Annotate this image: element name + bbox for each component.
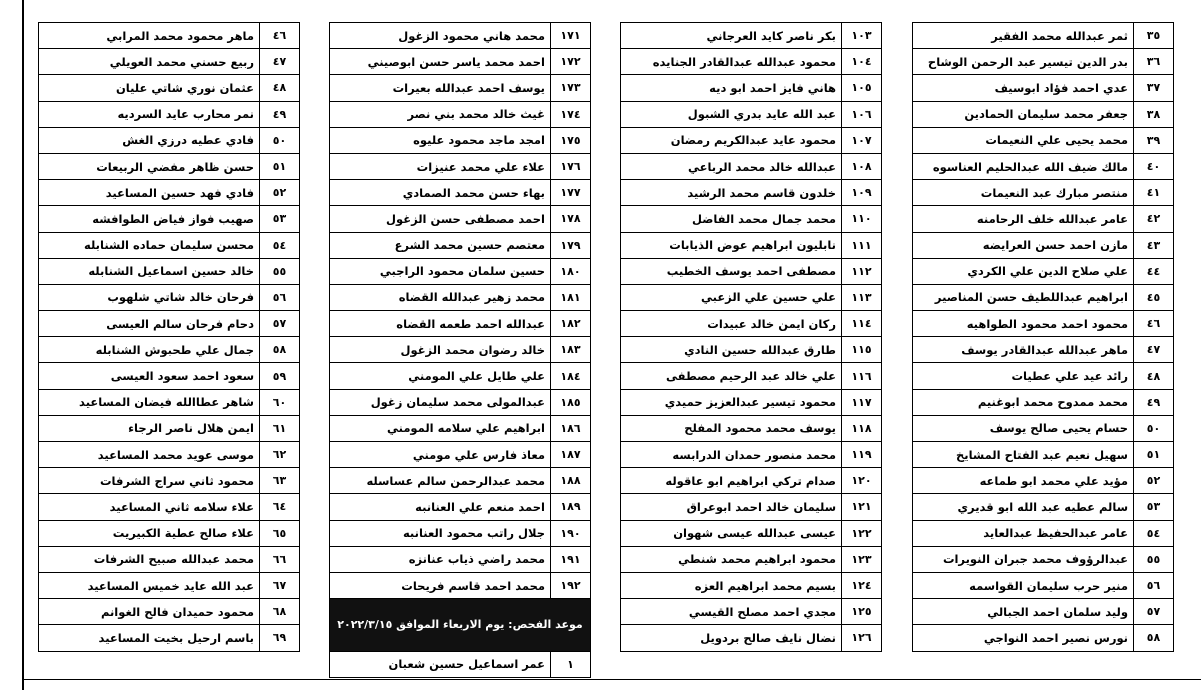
- row-number: ٥٨: [260, 337, 300, 363]
- person-name: فادي عطيه درزي الغش: [39, 127, 260, 153]
- person-name: يوسف محمد محمود المفلح: [621, 415, 842, 441]
- table-row: [330, 284, 591, 310]
- person-name: مالك ضيف الله عبدالحليم العناسوه: [913, 153, 1134, 179]
- table-row: [39, 546, 300, 572]
- row-number: ١٨٨: [551, 468, 591, 494]
- person-name: نمر محارب عايد السرديه: [39, 101, 260, 127]
- row-number: ٣٥: [1134, 23, 1174, 49]
- table-row: [621, 625, 882, 651]
- row-number: ١٩١: [551, 546, 591, 572]
- table-row: [330, 153, 591, 179]
- row-number: ٥٤: [260, 232, 300, 258]
- person-name: مازن احمد حسن العرايضه: [913, 232, 1134, 258]
- person-name: عبد الله عايد بدري الشبول: [621, 101, 842, 127]
- row-number: ١٧٨: [551, 206, 591, 232]
- row-number: ١١١: [842, 232, 882, 258]
- person-name: عامر عبدالله خلف الرحامنه: [913, 206, 1134, 232]
- person-name: محمد عبدالرحمن سالم عساسله: [330, 468, 551, 494]
- table-row: [621, 337, 882, 363]
- row-number: ٥٢: [1134, 468, 1174, 494]
- table-row: [39, 258, 300, 284]
- row-number: ٥٥: [260, 258, 300, 284]
- row-number: ٤٧: [1134, 337, 1174, 363]
- person-name: فرحان خالد شاتي شلهوب: [39, 284, 260, 310]
- person-name: بسيم محمد ابراهيم العزه: [621, 572, 842, 598]
- person-name: ابراهيم عبداللطيف حسن المناصير: [913, 284, 1134, 310]
- person-name: محمود حميدان فالح الغوانم: [39, 599, 260, 625]
- names-column-2: [620, 22, 882, 652]
- table-row: [621, 494, 882, 520]
- row-number: ٥٧: [260, 311, 300, 337]
- row-number: ٣٩: [1134, 127, 1174, 153]
- person-name: حسن ظاهر مفضي الربيعات: [39, 153, 260, 179]
- table-row: [621, 415, 882, 441]
- table-row: [39, 153, 300, 179]
- person-name: عمر اسماعيل حسين شعبان: [330, 651, 551, 677]
- table-row: [330, 415, 591, 441]
- table-row: [39, 363, 300, 389]
- person-name: محمد زهير عبدالله القضاه: [330, 284, 551, 310]
- table-row: [330, 337, 591, 363]
- table-row: [913, 23, 1174, 49]
- table-row: [913, 599, 1174, 625]
- table-row: [39, 75, 300, 101]
- row-number: ١٠٥: [842, 75, 882, 101]
- row-number: ١٠٧: [842, 127, 882, 153]
- row-number: ٤٥: [1134, 284, 1174, 310]
- row-number: ١٠٤: [842, 49, 882, 75]
- table-row: [621, 258, 882, 284]
- row-number: ٥١: [260, 153, 300, 179]
- person-name: سهيل نعيم عبد الفتاح المشايخ: [913, 442, 1134, 468]
- row-number: ١١٩: [842, 442, 882, 468]
- row-number: ١٨٦: [551, 415, 591, 441]
- person-name: علي خالد عبد الرحيم مصطفى: [621, 363, 842, 389]
- row-number: ١٢٠: [842, 468, 882, 494]
- row-number: ٥٦: [1134, 572, 1174, 598]
- row-number: ٣٧: [1134, 75, 1174, 101]
- table-row: [39, 415, 300, 441]
- table-row: [913, 625, 1174, 651]
- table-row: [621, 180, 882, 206]
- names-table-3: [329, 22, 591, 678]
- table-row: [330, 572, 591, 598]
- row-number: ٥١: [1134, 442, 1174, 468]
- person-name: معتصم حسين محمد الشرع: [330, 232, 551, 258]
- person-name: محمود ابراهيم محمد شنطي: [621, 546, 842, 572]
- table-row: [913, 389, 1174, 415]
- person-name: محمد راضي ذياب عنانزه: [330, 546, 551, 572]
- table-row: [330, 23, 591, 49]
- row-number: ٥٧: [1134, 599, 1174, 625]
- table-row: [621, 206, 882, 232]
- table-row: [330, 311, 591, 337]
- person-name: مصطفى احمد يوسف الخطيب: [621, 258, 842, 284]
- table-row: [39, 468, 300, 494]
- row-number: ١٢٣: [842, 546, 882, 572]
- person-name: منتصر مبارك عبد النعيمات: [913, 180, 1134, 206]
- exam-date-text: موعد الفحص: يوم الاربعاء الموافق ٢٠٢٢/٣/١٥: [337, 617, 583, 631]
- person-name: هاني فايز احمد ابو ديه: [621, 75, 842, 101]
- table-row: [913, 442, 1174, 468]
- person-name: جعفر محمد سليمان الحمادين: [913, 101, 1134, 127]
- row-number: ١٧٤: [551, 101, 591, 127]
- table-row: [913, 232, 1174, 258]
- row-number: ٤٦: [1134, 311, 1174, 337]
- person-name: علاء علي محمد عنيزات: [330, 153, 551, 179]
- person-name: ايمن هلال ناصر الرجاء: [39, 415, 260, 441]
- table-row: [330, 49, 591, 75]
- table-row: [39, 389, 300, 415]
- person-name: جلال راتب محمود العنانبه: [330, 520, 551, 546]
- table-row: [39, 206, 300, 232]
- row-number: ٤٣: [1134, 232, 1174, 258]
- person-name: رائد عيد علي عطيات: [913, 363, 1134, 389]
- person-name: موسى عويد محمد المساعيد: [39, 442, 260, 468]
- table-row: [330, 442, 591, 468]
- table-row: [39, 572, 300, 598]
- table-row: [39, 311, 300, 337]
- row-number: ٤٩: [260, 101, 300, 127]
- row-number: ١٢٦: [842, 625, 882, 651]
- table-row: [39, 284, 300, 310]
- person-name: ماهر محمود محمد المرابي: [39, 23, 260, 49]
- person-name: محمود عايد عبدالكريم رمضان: [621, 127, 842, 153]
- table-row: [621, 468, 882, 494]
- row-number: ٦٨: [260, 599, 300, 625]
- person-name: عبد الله عايد خميس المساعيد: [39, 572, 260, 598]
- row-number: ٥٨: [1134, 625, 1174, 651]
- person-name: محمود ثاني سراج الشرفات: [39, 468, 260, 494]
- row-number: ٥٦: [260, 284, 300, 310]
- row-number: ١٧٢: [551, 49, 591, 75]
- table-row: [621, 520, 882, 546]
- exam-date-banner: [330, 599, 591, 651]
- table-row: [621, 311, 882, 337]
- row-number: ١٨٤: [551, 363, 591, 389]
- person-name: فادي فهد حسين المساعيد: [39, 180, 260, 206]
- row-number: ٥٣: [1134, 494, 1174, 520]
- row-number: ١٨٢: [551, 311, 591, 337]
- person-name: عدي احمد فؤاد ابوسيف: [913, 75, 1134, 101]
- row-number: ١٢٥: [842, 599, 882, 625]
- row-number: ١٢٤: [842, 572, 882, 598]
- table-row: [330, 389, 591, 415]
- row-number: ١٨٩: [551, 494, 591, 520]
- person-name: طارق عبدالله حسين النادي: [621, 337, 842, 363]
- table-row: [913, 311, 1174, 337]
- row-number: ٤٠: [1134, 153, 1174, 179]
- row-number: ١٧٧: [551, 180, 591, 206]
- table-row: [913, 127, 1174, 153]
- row-number: ١: [551, 651, 591, 677]
- table-row: [39, 23, 300, 49]
- person-name: امجد ماجد محمود عليوه: [330, 127, 551, 153]
- table-row: [330, 127, 591, 153]
- table-row: [621, 153, 882, 179]
- row-number: ٤٤: [1134, 258, 1174, 284]
- person-name: نابليون ابراهيم عوض الذيابات: [621, 232, 842, 258]
- row-number: ٥٥: [1134, 546, 1174, 572]
- person-name: احمد مصطفى حسن الزغول: [330, 206, 551, 232]
- person-name: محمد منصور حمدان الدرابسه: [621, 442, 842, 468]
- names-table-2: [620, 22, 882, 652]
- row-number: ٤٢: [1134, 206, 1174, 232]
- table-row: [621, 49, 882, 75]
- person-name: محمود تيسير عبدالعزيز حميدي: [621, 389, 842, 415]
- table-row: [621, 389, 882, 415]
- row-number: ٦٩: [260, 625, 300, 651]
- row-number: ٥٠: [1134, 415, 1174, 441]
- table-row: [39, 520, 300, 546]
- row-number: ٥٩: [260, 363, 300, 389]
- table-row: [330, 258, 591, 284]
- row-number: ٤٧: [260, 49, 300, 75]
- row-number: ١٧٦: [551, 153, 591, 179]
- table-row: [330, 520, 591, 546]
- person-name: عثمان نوري شاتي عليان: [39, 75, 260, 101]
- person-name: محمد هاني محمود الزغول: [330, 23, 551, 49]
- row-number: ١٨١: [551, 284, 591, 310]
- row-number: ١٨٠: [551, 258, 591, 284]
- person-name: معاذ فارس علي مومني: [330, 442, 551, 468]
- table-row: [913, 468, 1174, 494]
- table-row: [330, 75, 591, 101]
- person-name: عبدالمولى محمد سليمان زغول: [330, 389, 551, 415]
- person-name: ثمر عبدالله محمد الفقير: [913, 23, 1134, 49]
- table-row: [621, 75, 882, 101]
- row-number: ٦٧: [260, 572, 300, 598]
- person-name: نضال نايف صالح بردويل: [621, 625, 842, 651]
- table-row: [39, 127, 300, 153]
- person-name: حسين سلمان محمود الراجبي: [330, 258, 551, 284]
- person-name: حسام يحيى صالح يوسف: [913, 415, 1134, 441]
- row-number: ٣٨: [1134, 101, 1174, 127]
- person-name: عامر عبدالحفيظ عبدالعايد: [913, 520, 1134, 546]
- person-name: جمال علي طحبوش الشنابله: [39, 337, 260, 363]
- row-number: ٦١: [260, 415, 300, 441]
- row-number: ١٠٩: [842, 180, 882, 206]
- row-number: ٤٩: [1134, 389, 1174, 415]
- table-row: [621, 442, 882, 468]
- row-number: ١٠٣: [842, 23, 882, 49]
- table-row: [330, 101, 591, 127]
- table-row: [330, 494, 591, 520]
- person-name: علي طايل علي المومني: [330, 363, 551, 389]
- table-row: [330, 468, 591, 494]
- table-row: [913, 284, 1174, 310]
- names-column-4: [38, 22, 300, 652]
- row-number: ١٢٢: [842, 520, 882, 546]
- person-name: يوسف احمد عبدالله بعيرات: [330, 75, 551, 101]
- person-name: ربيع حسني محمد العويلي: [39, 49, 260, 75]
- table-row: [913, 546, 1174, 572]
- person-name: عبدالله احمد طعمه القضاه: [330, 311, 551, 337]
- row-number: ١١٦: [842, 363, 882, 389]
- table-row: [913, 180, 1174, 206]
- table-row: [330, 206, 591, 232]
- table-row: [330, 546, 591, 572]
- person-name: محسن سليمان حماده الشنابله: [39, 232, 260, 258]
- row-number: ١١٨: [842, 415, 882, 441]
- table-row: [39, 625, 300, 651]
- person-name: عبدالله خالد محمد الرباعي: [621, 153, 842, 179]
- row-number: ٥٤: [1134, 520, 1174, 546]
- table-row: [913, 206, 1174, 232]
- table-row: [330, 363, 591, 389]
- row-number: ١٨٣: [551, 337, 591, 363]
- person-name: عيسى عبدالله عيسى شهوان: [621, 520, 842, 546]
- row-number: ٥٣: [260, 206, 300, 232]
- person-name: ماهر عبدالله عبدالقادر يوسف: [913, 337, 1134, 363]
- table-row: [39, 232, 300, 258]
- table-row: [39, 49, 300, 75]
- person-name: مؤيد علي محمد ابو طماعه: [913, 468, 1134, 494]
- row-number: ٤٨: [260, 75, 300, 101]
- table-row: [621, 546, 882, 572]
- row-number: ٥٢: [260, 180, 300, 206]
- person-name: علاء صالح عطية الكبيريت: [39, 520, 260, 546]
- row-number: ١٢١: [842, 494, 882, 520]
- table-row: [39, 442, 300, 468]
- table-row: [913, 101, 1174, 127]
- person-name: علي حسين علي الزعبي: [621, 284, 842, 310]
- row-number: ٦٢: [260, 442, 300, 468]
- person-name: وليد سلمان احمد الجبالي: [913, 599, 1134, 625]
- exam-date-banner-row: [330, 599, 591, 651]
- table-row: [621, 127, 882, 153]
- person-name: ابراهيم علي سلامه المومني: [330, 415, 551, 441]
- row-number: ١٧١: [551, 23, 591, 49]
- table-row: [621, 284, 882, 310]
- table-row: [621, 599, 882, 625]
- table-row: [330, 180, 591, 206]
- row-number: ١٩٠: [551, 520, 591, 546]
- person-name: بدر الدين تيسير عبد الرحمن الوشاح: [913, 49, 1134, 75]
- person-name: محمود احمد محمود الطواهيه: [913, 311, 1134, 337]
- person-name: سالم عطيه عبد الله ابو قديري: [913, 494, 1134, 520]
- table-row: [913, 363, 1174, 389]
- table-row: [621, 363, 882, 389]
- table-row: [39, 599, 300, 625]
- row-number: ٥٠: [260, 127, 300, 153]
- person-name: محمد يحيى علي النعيمات: [913, 127, 1134, 153]
- person-name: محمود عبدالله عبدالقادر الجنايده: [621, 49, 842, 75]
- person-name: احمد محمد ياسر حسن ابوصيني: [330, 49, 551, 75]
- names-column-1: [912, 22, 1174, 652]
- table-row: [39, 337, 300, 363]
- row-number: ١٧٩: [551, 232, 591, 258]
- row-number: ١٧٣: [551, 75, 591, 101]
- person-name: صدام تركي ابراهيم ابو عاقوله: [621, 468, 842, 494]
- table-row: [913, 572, 1174, 598]
- table-row: [913, 75, 1174, 101]
- table-row: [621, 23, 882, 49]
- row-number: ٦٠: [260, 389, 300, 415]
- table-row: [39, 180, 300, 206]
- table-row: [39, 494, 300, 520]
- row-number: ١٠٦: [842, 101, 882, 127]
- table-row: [913, 337, 1174, 363]
- row-number: ٤٦: [260, 23, 300, 49]
- row-number: ١١٧: [842, 389, 882, 415]
- row-number: ٦٦: [260, 546, 300, 572]
- table-row: [913, 153, 1174, 179]
- person-name: محمد ممدوح محمد ابوغنيم: [913, 389, 1134, 415]
- person-name: صهيب فواز فياض الطوافشه: [39, 206, 260, 232]
- person-name: دحام فرحان سالم العيسى: [39, 311, 260, 337]
- row-number: ١٧٥: [551, 127, 591, 153]
- person-name: احمد منعم علي العنانبه: [330, 494, 551, 520]
- table-row: [330, 651, 591, 677]
- names-table-1: [912, 22, 1174, 652]
- row-number: ١٩٢: [551, 572, 591, 598]
- table-row: [913, 494, 1174, 520]
- person-name: نورس نصير احمد النواجي: [913, 625, 1134, 651]
- row-number: ١١٣: [842, 284, 882, 310]
- row-number: ١١٤: [842, 311, 882, 337]
- person-name: غيث خالد محمد بني نصر: [330, 101, 551, 127]
- table-row: [621, 101, 882, 127]
- person-name: عبدالرؤوف محمد جبران النويرات: [913, 546, 1134, 572]
- row-number: ٣٦: [1134, 49, 1174, 75]
- bottom-rule: [24, 679, 1201, 680]
- person-name: خالد رضوان محمد الزغول: [330, 337, 551, 363]
- person-name: محمد جمال محمد الفاضل: [621, 206, 842, 232]
- table-row: [330, 232, 591, 258]
- person-name: خالد حسين اسماعيل الشنابله: [39, 258, 260, 284]
- table-row: [913, 520, 1174, 546]
- person-name: شاهر عطاالله فيضان المساعيد: [39, 389, 260, 415]
- person-name: مجدي احمد مصلح القيسي: [621, 599, 842, 625]
- table-row: [913, 415, 1174, 441]
- person-name: علي صلاح الدين علي الكردي: [913, 258, 1134, 284]
- person-name: ركان ايمن خالد عبيدات: [621, 311, 842, 337]
- row-number: ٦٤: [260, 494, 300, 520]
- row-number: ٦٥: [260, 520, 300, 546]
- person-name: باسم ارحيل بخيت المساعيد: [39, 625, 260, 651]
- table-row: [913, 49, 1174, 75]
- row-number: ١٨٥: [551, 389, 591, 415]
- names-table-4: [38, 22, 300, 652]
- person-name: منير حرب سليمان القواسمه: [913, 572, 1134, 598]
- row-number: ١٨٧: [551, 442, 591, 468]
- person-name: بكر ناصر كايد العرجاني: [621, 23, 842, 49]
- person-name: بهاء حسن محمد الصمادي: [330, 180, 551, 206]
- person-name: علاء سلامه ثاني المساعيد: [39, 494, 260, 520]
- row-number: ١١٢: [842, 258, 882, 284]
- row-number: ٤٨: [1134, 363, 1174, 389]
- row-number: ٦٣: [260, 468, 300, 494]
- table-row: [913, 258, 1174, 284]
- person-name: خلدون قاسم محمد الرشيد: [621, 180, 842, 206]
- row-number: ١١٥: [842, 337, 882, 363]
- names-column-3: [329, 22, 591, 678]
- person-name: محمد عبدالله صبيح الشرفات: [39, 546, 260, 572]
- table-row: [621, 572, 882, 598]
- person-name: سعود احمد سعود العيسى: [39, 363, 260, 389]
- row-number: ١٠٨: [842, 153, 882, 179]
- row-number: ١١٠: [842, 206, 882, 232]
- person-name: محمد احمد قاسم فريحات: [330, 572, 551, 598]
- table-row: [39, 101, 300, 127]
- table-row: [621, 232, 882, 258]
- document-page: [22, 0, 1201, 690]
- person-name: سليمان خالد احمد ابوعراق: [621, 494, 842, 520]
- row-number: ٤١: [1134, 180, 1174, 206]
